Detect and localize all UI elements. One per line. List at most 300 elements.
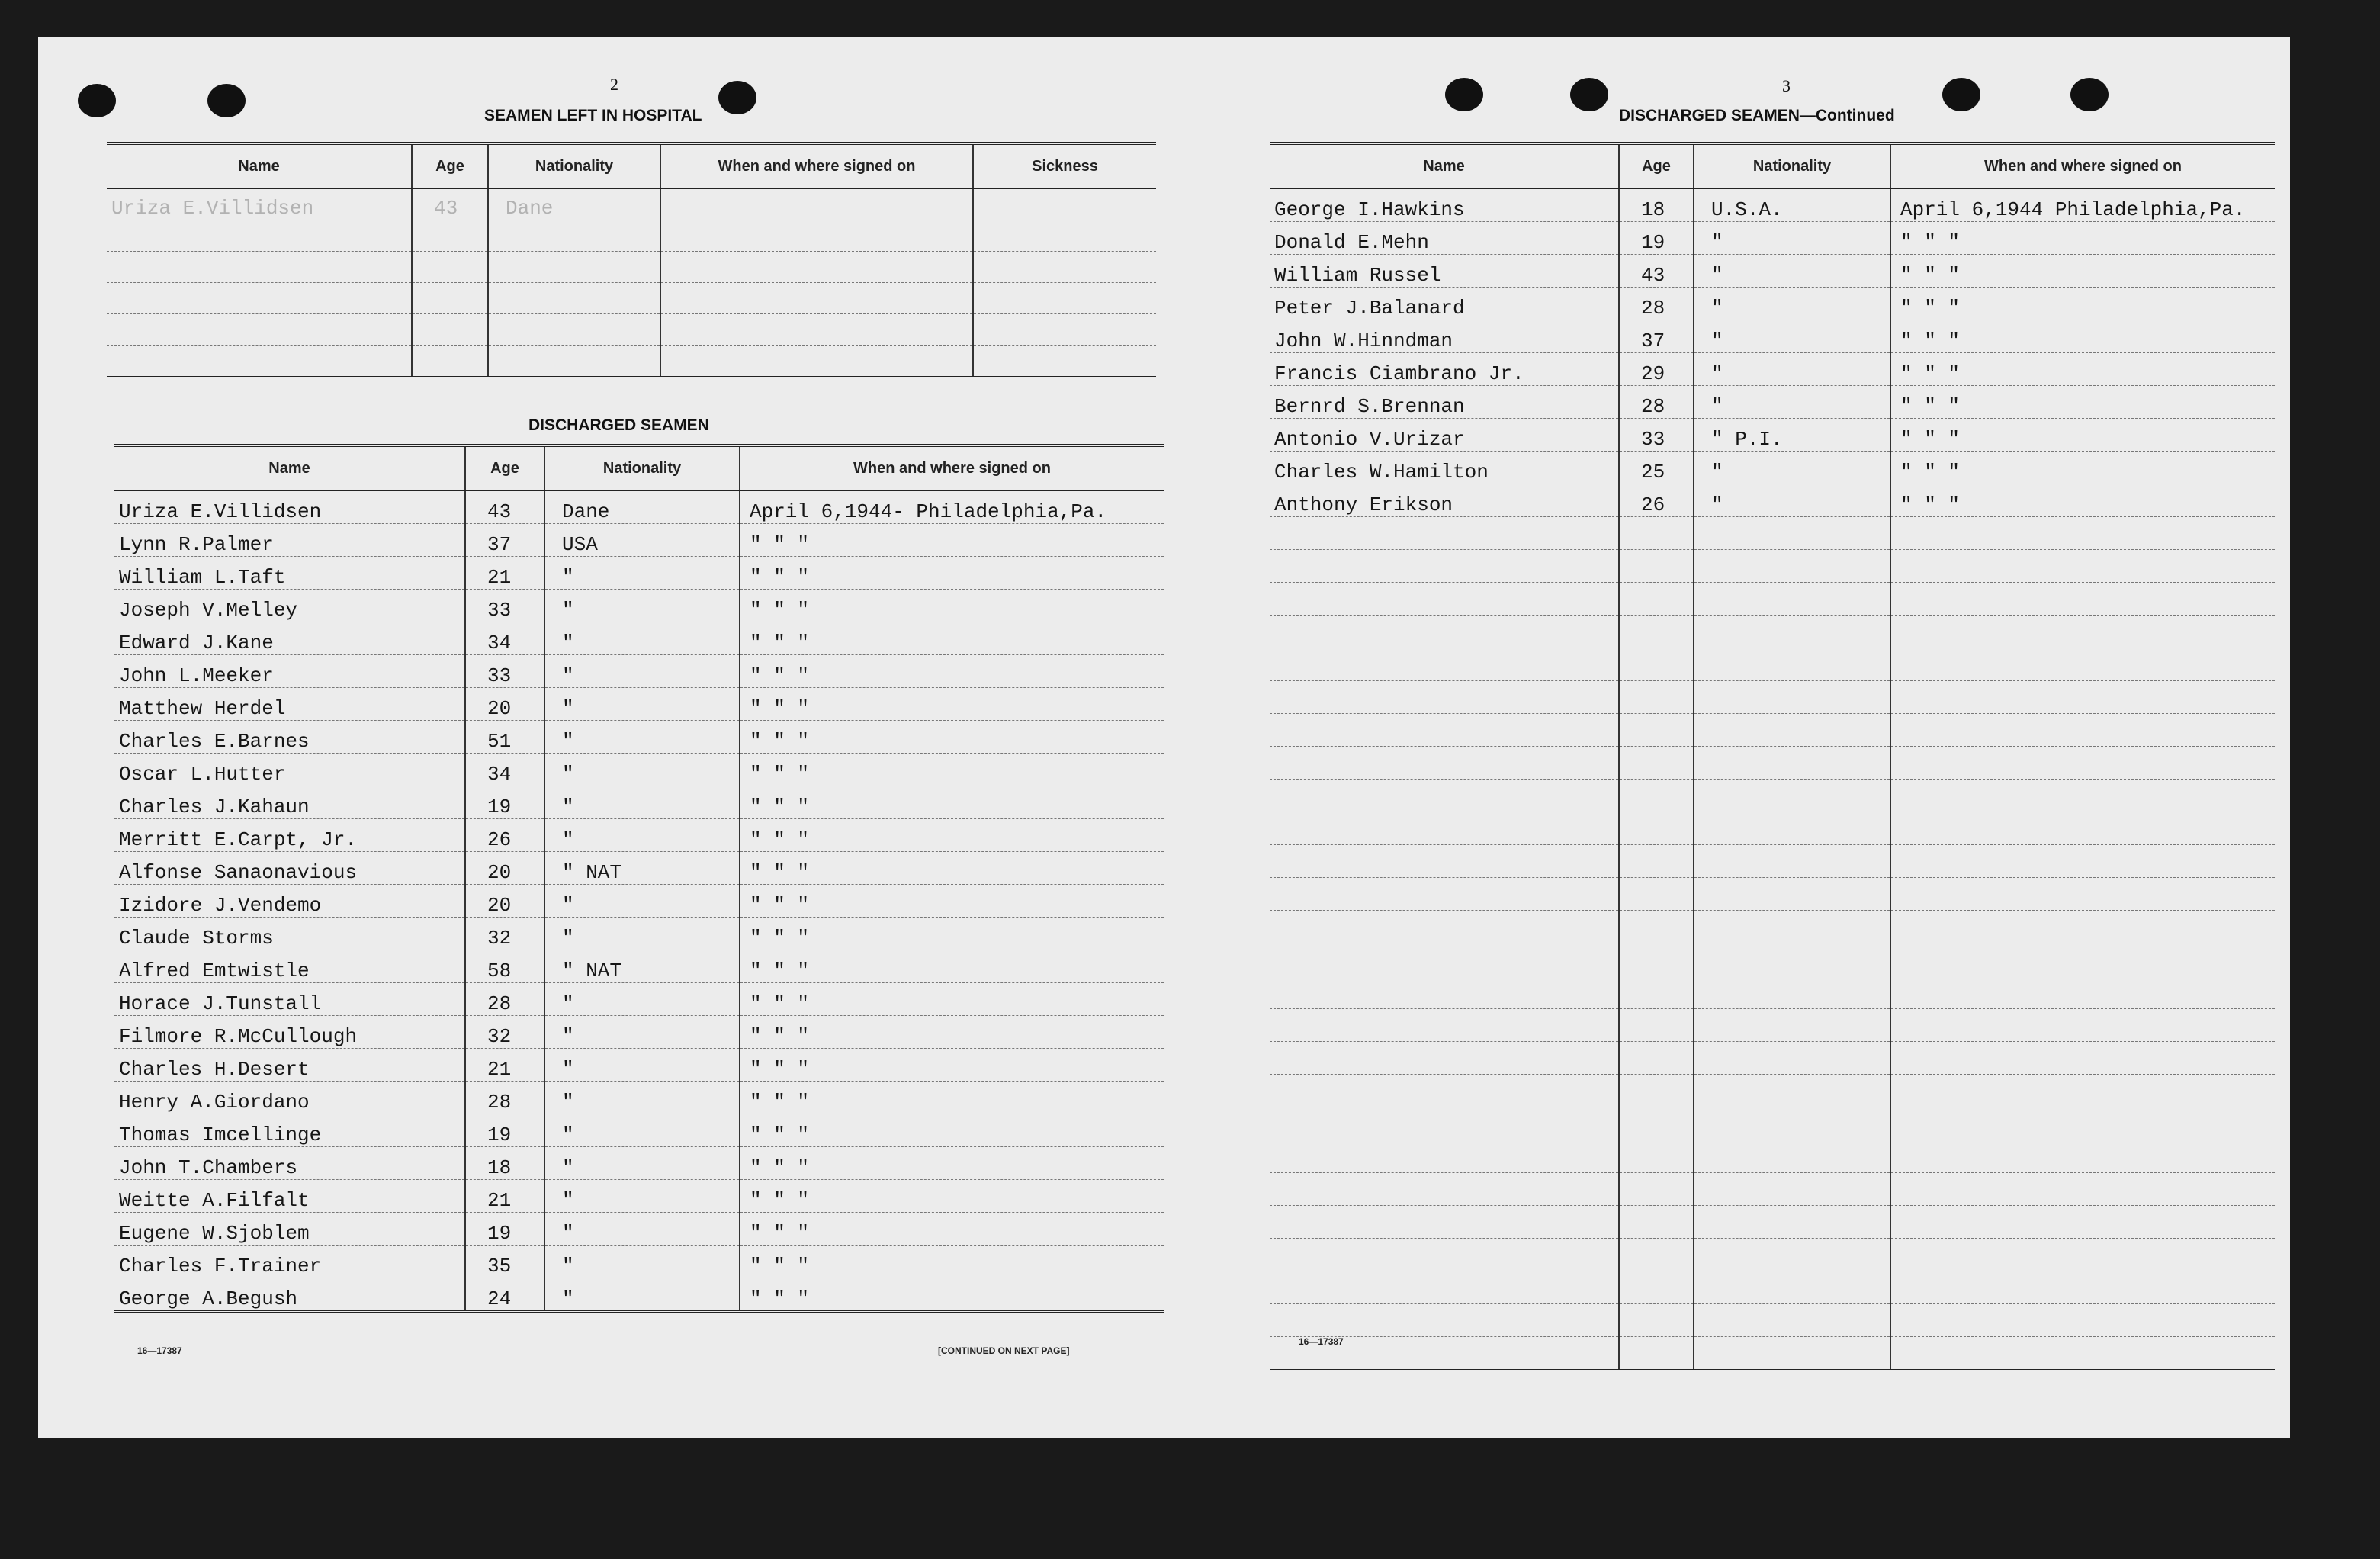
table-row [1270,714,2275,747]
column-header-age: Age [412,143,488,188]
cell-name [1270,1107,1619,1140]
cell-nationality [1694,845,1890,878]
cell-name [1270,780,1619,812]
cell-nationality [1694,1107,1890,1140]
punch-hole [1570,78,1608,111]
cell-name [1270,943,1619,976]
cell-nationality [1694,812,1890,845]
table-row [1270,222,2275,255]
cell-name [1270,714,1619,747]
cell-age: 24 [465,1278,544,1312]
cell-nationality: " [1694,353,1890,386]
cell-age [1619,583,1694,616]
cell-name: Eugene W.Sjoblem [114,1213,465,1246]
cell-signed: " " " [740,852,1164,885]
cell-signed: " " " [740,1082,1164,1114]
cell-signed: " " " [740,688,1164,721]
table-row [1270,845,2275,878]
discharged-table [114,444,1164,1313]
cell-age [1619,878,1694,911]
cell-age [1619,616,1694,648]
table-row [114,688,1164,721]
cell-name: John W.Hinndman [1270,320,1619,353]
title-main: DISCHARGED SEAMEN [1619,107,1800,124]
cell-age: 33 [1619,419,1694,452]
discharged-continued-title [1619,107,1895,125]
cell-name: Horace J.Tunstall [114,983,465,1016]
hospital-table [107,142,1156,378]
cell-nationality: " [544,1147,740,1180]
cell-age: 26 [465,819,544,852]
table-row [114,655,1164,688]
cell-nationality: " [544,1213,740,1246]
cell-nationality [1694,780,1890,812]
table-row [107,346,1156,378]
table-row [1270,1173,2275,1206]
cell-age: 26 [1619,484,1694,517]
cell-name [1270,1140,1619,1173]
cell-signed [1890,681,2275,714]
cell-signed: " " " [740,754,1164,786]
cell-signed [1890,911,2275,943]
cell-age [412,220,488,252]
cell-nationality [1694,714,1890,747]
cell-nationality [1694,1239,1890,1271]
cell-age: 37 [1619,320,1694,353]
table-row [1270,976,2275,1009]
table-row [1270,911,2275,943]
table-row [114,754,1164,786]
cell-age: 18 [465,1147,544,1180]
table-row [1270,484,2275,517]
cell-nationality: " [544,885,740,918]
cell-name [1270,911,1619,943]
cell-nationality [1694,1009,1890,1042]
cell-signed [660,188,973,220]
table-row [114,557,1164,590]
table-row [1270,452,2275,484]
column-header-nationality: Nationality [488,143,660,188]
table-row [114,1049,1164,1082]
cell-nationality: " [544,1246,740,1278]
cell-signed: " " " [740,590,1164,622]
cell-signed [1890,976,2275,1009]
cell-age [1619,1140,1694,1173]
punch-hole [78,84,116,117]
hospital-header-row [107,143,1156,188]
continued-header-row [1270,143,2275,188]
column-header-age: Age [1619,143,1694,188]
cell-signed: " " " [1890,419,2275,452]
cell-signed [1890,1173,2275,1206]
cell-signed: " " " [740,1016,1164,1049]
cell-age: 20 [465,885,544,918]
cell-name: Bernrd S.Brennan [1270,386,1619,419]
cell-age [1619,517,1694,550]
cell-age: 25 [1619,452,1694,484]
cell-nationality: Dane [488,188,660,220]
cell-name [107,283,412,314]
cell-nationality [488,346,660,378]
continued-note: [CONTINUED ON NEXT PAGE] [938,1345,1070,1356]
cell-name: Filmore R.McCullough [114,1016,465,1049]
table-row [1270,1206,2275,1239]
cell-signed: " " " [740,524,1164,557]
cell-age: 34 [465,622,544,655]
cell-age: 21 [465,1180,544,1213]
title-suffix: —Continued [1799,107,1895,124]
table-row [1270,550,2275,583]
hospital-section-title: SEAMEN LEFT IN HOSPITAL [484,107,702,124]
cell-signed: " " " [1890,353,2275,386]
table-row [107,283,1156,314]
cell-name [1270,747,1619,780]
cell-nationality: " [544,1278,740,1312]
cell-signed [1890,1075,2275,1107]
table-row [114,950,1164,983]
cell-nationality: " [544,688,740,721]
cell-signed: " " " [1890,222,2275,255]
table-row [1270,517,2275,550]
cell-name [1270,1009,1619,1042]
cell-name [1270,1239,1619,1271]
table-row [1270,419,2275,452]
cell-nationality [1694,517,1890,550]
cell-nationality: " [544,622,740,655]
cell-signed [1890,1304,2275,1337]
discharged-header-row [114,445,1164,490]
cell-name: Joseph V.Melley [114,590,465,622]
cell-nationality [1694,1304,1890,1337]
table-row [1270,583,2275,616]
cell-age [1619,1107,1694,1140]
cell-age [1619,943,1694,976]
cell-age: 19 [1619,222,1694,255]
cell-nationality: " [544,721,740,754]
cell-sickness [973,188,1156,220]
punch-hole [718,81,756,114]
cell-signed: " " " [1890,320,2275,353]
cell-name: Merritt E.Carpt, Jr. [114,819,465,852]
cell-signed [1890,648,2275,681]
cell-age [1619,911,1694,943]
cell-signed: " " " [740,1049,1164,1082]
cell-nationality [1694,1075,1890,1107]
cell-age: 21 [465,557,544,590]
cell-age [1619,780,1694,812]
cell-age [1619,1042,1694,1075]
cell-signed: " " " [740,786,1164,819]
cell-name [1270,616,1619,648]
column-header-name: Name [1270,143,1619,188]
cell-signed [1890,616,2275,648]
cell-name [1270,517,1619,550]
table-row [1270,188,2275,222]
page-number: 2 [610,75,618,94]
table-row [1270,648,2275,681]
cell-signed [1890,780,2275,812]
cell-name: Claude Storms [114,918,465,950]
cell-nationality [1694,1173,1890,1206]
cell-name [1270,648,1619,681]
cell-age [1619,976,1694,1009]
cell-nationality [1694,747,1890,780]
cell-signed: " " " [740,950,1164,983]
cell-nationality [1694,911,1890,943]
cell-name [1270,550,1619,583]
cell-name: Izidore J.Vendemo [114,885,465,918]
cell-nationality: " [1694,255,1890,288]
table-row [114,1180,1164,1213]
cell-name: Lynn R.Palmer [114,524,465,557]
cell-signed [1890,550,2275,583]
cell-name: Charles E.Barnes [114,721,465,754]
cell-name: George I.Hawkins [1270,188,1619,222]
cell-name [1270,1173,1619,1206]
cell-age [412,346,488,378]
cell-name [1270,681,1619,714]
cell-name: Weitte A.Filfalt [114,1180,465,1213]
cell-name: Alfred Emtwistle [114,950,465,983]
cell-sickness [973,346,1156,378]
cell-nationality: " [1694,484,1890,517]
cell-age: 18 [1619,188,1694,222]
cell-nationality [1694,1206,1890,1239]
cell-nationality: " [1694,320,1890,353]
column-header-sickness: Sickness [973,143,1156,188]
cell-nationality [1694,976,1890,1009]
cell-signed [1890,1271,2275,1304]
cell-age [1619,747,1694,780]
table-row [1270,878,2275,911]
column-header-signed-on: When and where signed on [740,445,1164,490]
cell-nationality: " [1694,452,1890,484]
table-row [1270,353,2275,386]
cell-nationality: " [544,1114,740,1147]
cell-age: 32 [465,1016,544,1049]
column-header-nationality: Nationality [1694,143,1890,188]
cell-signed [1890,878,2275,911]
cell-signed: " " " [740,622,1164,655]
table-row [1270,1075,2275,1107]
cell-age: 51 [465,721,544,754]
cell-name: Henry A.Giordano [114,1082,465,1114]
cell-nationality [1694,550,1890,583]
table-row [114,622,1164,655]
cell-signed: " " " [740,1180,1164,1213]
cell-age: 43 [465,490,544,524]
cell-signed [1890,714,2275,747]
cell-nationality: U.S.A. [1694,188,1890,222]
cell-age [1619,812,1694,845]
cell-nationality: " [1694,222,1890,255]
table-row [1270,255,2275,288]
cell-nationality [1694,1140,1890,1173]
cell-name: Anthony Erikson [1270,484,1619,517]
cell-signed: " " " [740,918,1164,950]
cell-signed [660,220,973,252]
cell-age: 20 [465,852,544,885]
cell-nationality: " [544,918,740,950]
cell-age: 19 [465,1213,544,1246]
cell-age [1619,681,1694,714]
table-row [107,188,1156,220]
table-row [1270,320,2275,353]
cell-age [1619,550,1694,583]
cell-signed [1890,1107,2275,1140]
cell-name [107,220,412,252]
table-row [1270,386,2275,419]
table-row [114,819,1164,852]
table-row [1270,780,2275,812]
cell-name: Peter J.Balanard [1270,288,1619,320]
cell-name [107,252,412,283]
cell-nationality: " [544,786,740,819]
cell-age [1619,1239,1694,1271]
cell-signed [1890,845,2275,878]
column-header-name: Name [107,143,412,188]
cell-age [1619,1009,1694,1042]
cell-name [1270,1304,1619,1337]
cell-name: Charles W.Hamilton [1270,452,1619,484]
cell-signed: " " " [740,557,1164,590]
form-number: 16—17387 [1299,1336,1344,1347]
cell-age [1619,1337,1694,1371]
table-row [1270,1337,2275,1371]
cell-age: 33 [465,590,544,622]
column-header-age: Age [465,445,544,490]
punch-hole [207,84,246,117]
table-row [1270,1140,2275,1173]
cell-name: William Russel [1270,255,1619,288]
cell-sickness [973,314,1156,346]
cell-signed: " " " [1890,386,2275,419]
cell-signed: " " " [740,819,1164,852]
cell-name [1270,1075,1619,1107]
cell-name [1270,878,1619,911]
cell-signed: " " " [740,1147,1164,1180]
cell-signed [1890,812,2275,845]
table-row [1270,681,2275,714]
cell-nationality [1694,583,1890,616]
cell-nationality: " [1694,386,1890,419]
cell-signed [1890,1140,2275,1173]
table-row [114,590,1164,622]
cell-nationality: " [544,983,740,1016]
cell-age: 28 [465,983,544,1016]
cell-age: 20 [465,688,544,721]
page-number: 3 [1782,76,1791,95]
table-row [114,524,1164,557]
cell-signed: " " " [740,655,1164,688]
cell-age: 28 [465,1082,544,1114]
cell-age: 19 [465,1114,544,1147]
cell-name: Thomas Imcellinge [114,1114,465,1147]
cell-name: Uriza E.Villidsen [107,188,412,220]
cell-age: 28 [1619,386,1694,419]
cell-nationality [488,220,660,252]
cell-nationality: Dane [544,490,740,524]
cell-signed [1890,747,2275,780]
cell-name: John L.Meeker [114,655,465,688]
cell-nationality: " NAT [544,950,740,983]
cell-signed: " " " [740,1246,1164,1278]
cell-nationality: " [544,1180,740,1213]
cell-age [1619,1206,1694,1239]
cell-nationality: " [544,1082,740,1114]
cell-signed [1890,1009,2275,1042]
cell-signed [660,283,973,314]
cell-age: 19 [465,786,544,819]
cell-name [1270,812,1619,845]
cell-signed: " " " [740,885,1164,918]
table-row [1270,1271,2275,1304]
cell-nationality: " [544,819,740,852]
cell-age [1619,1173,1694,1206]
cell-age [412,283,488,314]
column-header-name: Name [114,445,465,490]
cell-signed [1890,1239,2275,1271]
cell-age: 21 [465,1049,544,1082]
table-row [114,721,1164,754]
cell-signed [660,252,973,283]
cell-signed: " " " [740,721,1164,754]
cell-age [1619,648,1694,681]
cell-signed: April 6,1944- Philadelphia,Pa. [740,490,1164,524]
left-page [38,37,1209,1438]
cell-age: 34 [465,754,544,786]
cell-name: Charles J.Kahaun [114,786,465,819]
cell-nationality: USA [544,524,740,557]
table-row [114,1016,1164,1049]
cell-name: Alfonse Sanaonavious [114,852,465,885]
cell-nationality: " [544,655,740,688]
table-row [1270,288,2275,320]
cell-name: Uriza E.Villidsen [114,490,465,524]
table-row [107,252,1156,283]
cell-nationality: " [544,590,740,622]
cell-name [1270,1271,1619,1304]
cell-name [1270,583,1619,616]
form-number: 16—17387 [137,1345,182,1356]
cell-nationality [488,314,660,346]
cell-name [1270,1042,1619,1075]
cell-name: John T.Chambers [114,1147,465,1180]
cell-name: Antonio V.Urizar [1270,419,1619,452]
table-row [114,885,1164,918]
cell-signed [1890,943,2275,976]
cell-name: Charles H.Desert [114,1049,465,1082]
cell-nationality [1694,681,1890,714]
cell-signed [1890,1206,2275,1239]
column-header-signed-on: When and where signed on [1890,143,2275,188]
cell-sickness [973,252,1156,283]
table-row [1270,1239,2275,1271]
table-row [114,1278,1164,1312]
table-row [1270,747,2275,780]
cell-sickness [973,283,1156,314]
cell-signed [1890,517,2275,550]
cell-name [1270,1206,1619,1239]
table-row [1270,1304,2275,1337]
cell-name: Donald E.Mehn [1270,222,1619,255]
table-row [1270,1042,2275,1075]
cell-name: Edward J.Kane [114,622,465,655]
column-header-signed-on: When and where signed on [660,143,973,188]
table-row [114,490,1164,524]
cell-signed: " " " [1890,288,2275,320]
cell-nationality: " [544,754,740,786]
